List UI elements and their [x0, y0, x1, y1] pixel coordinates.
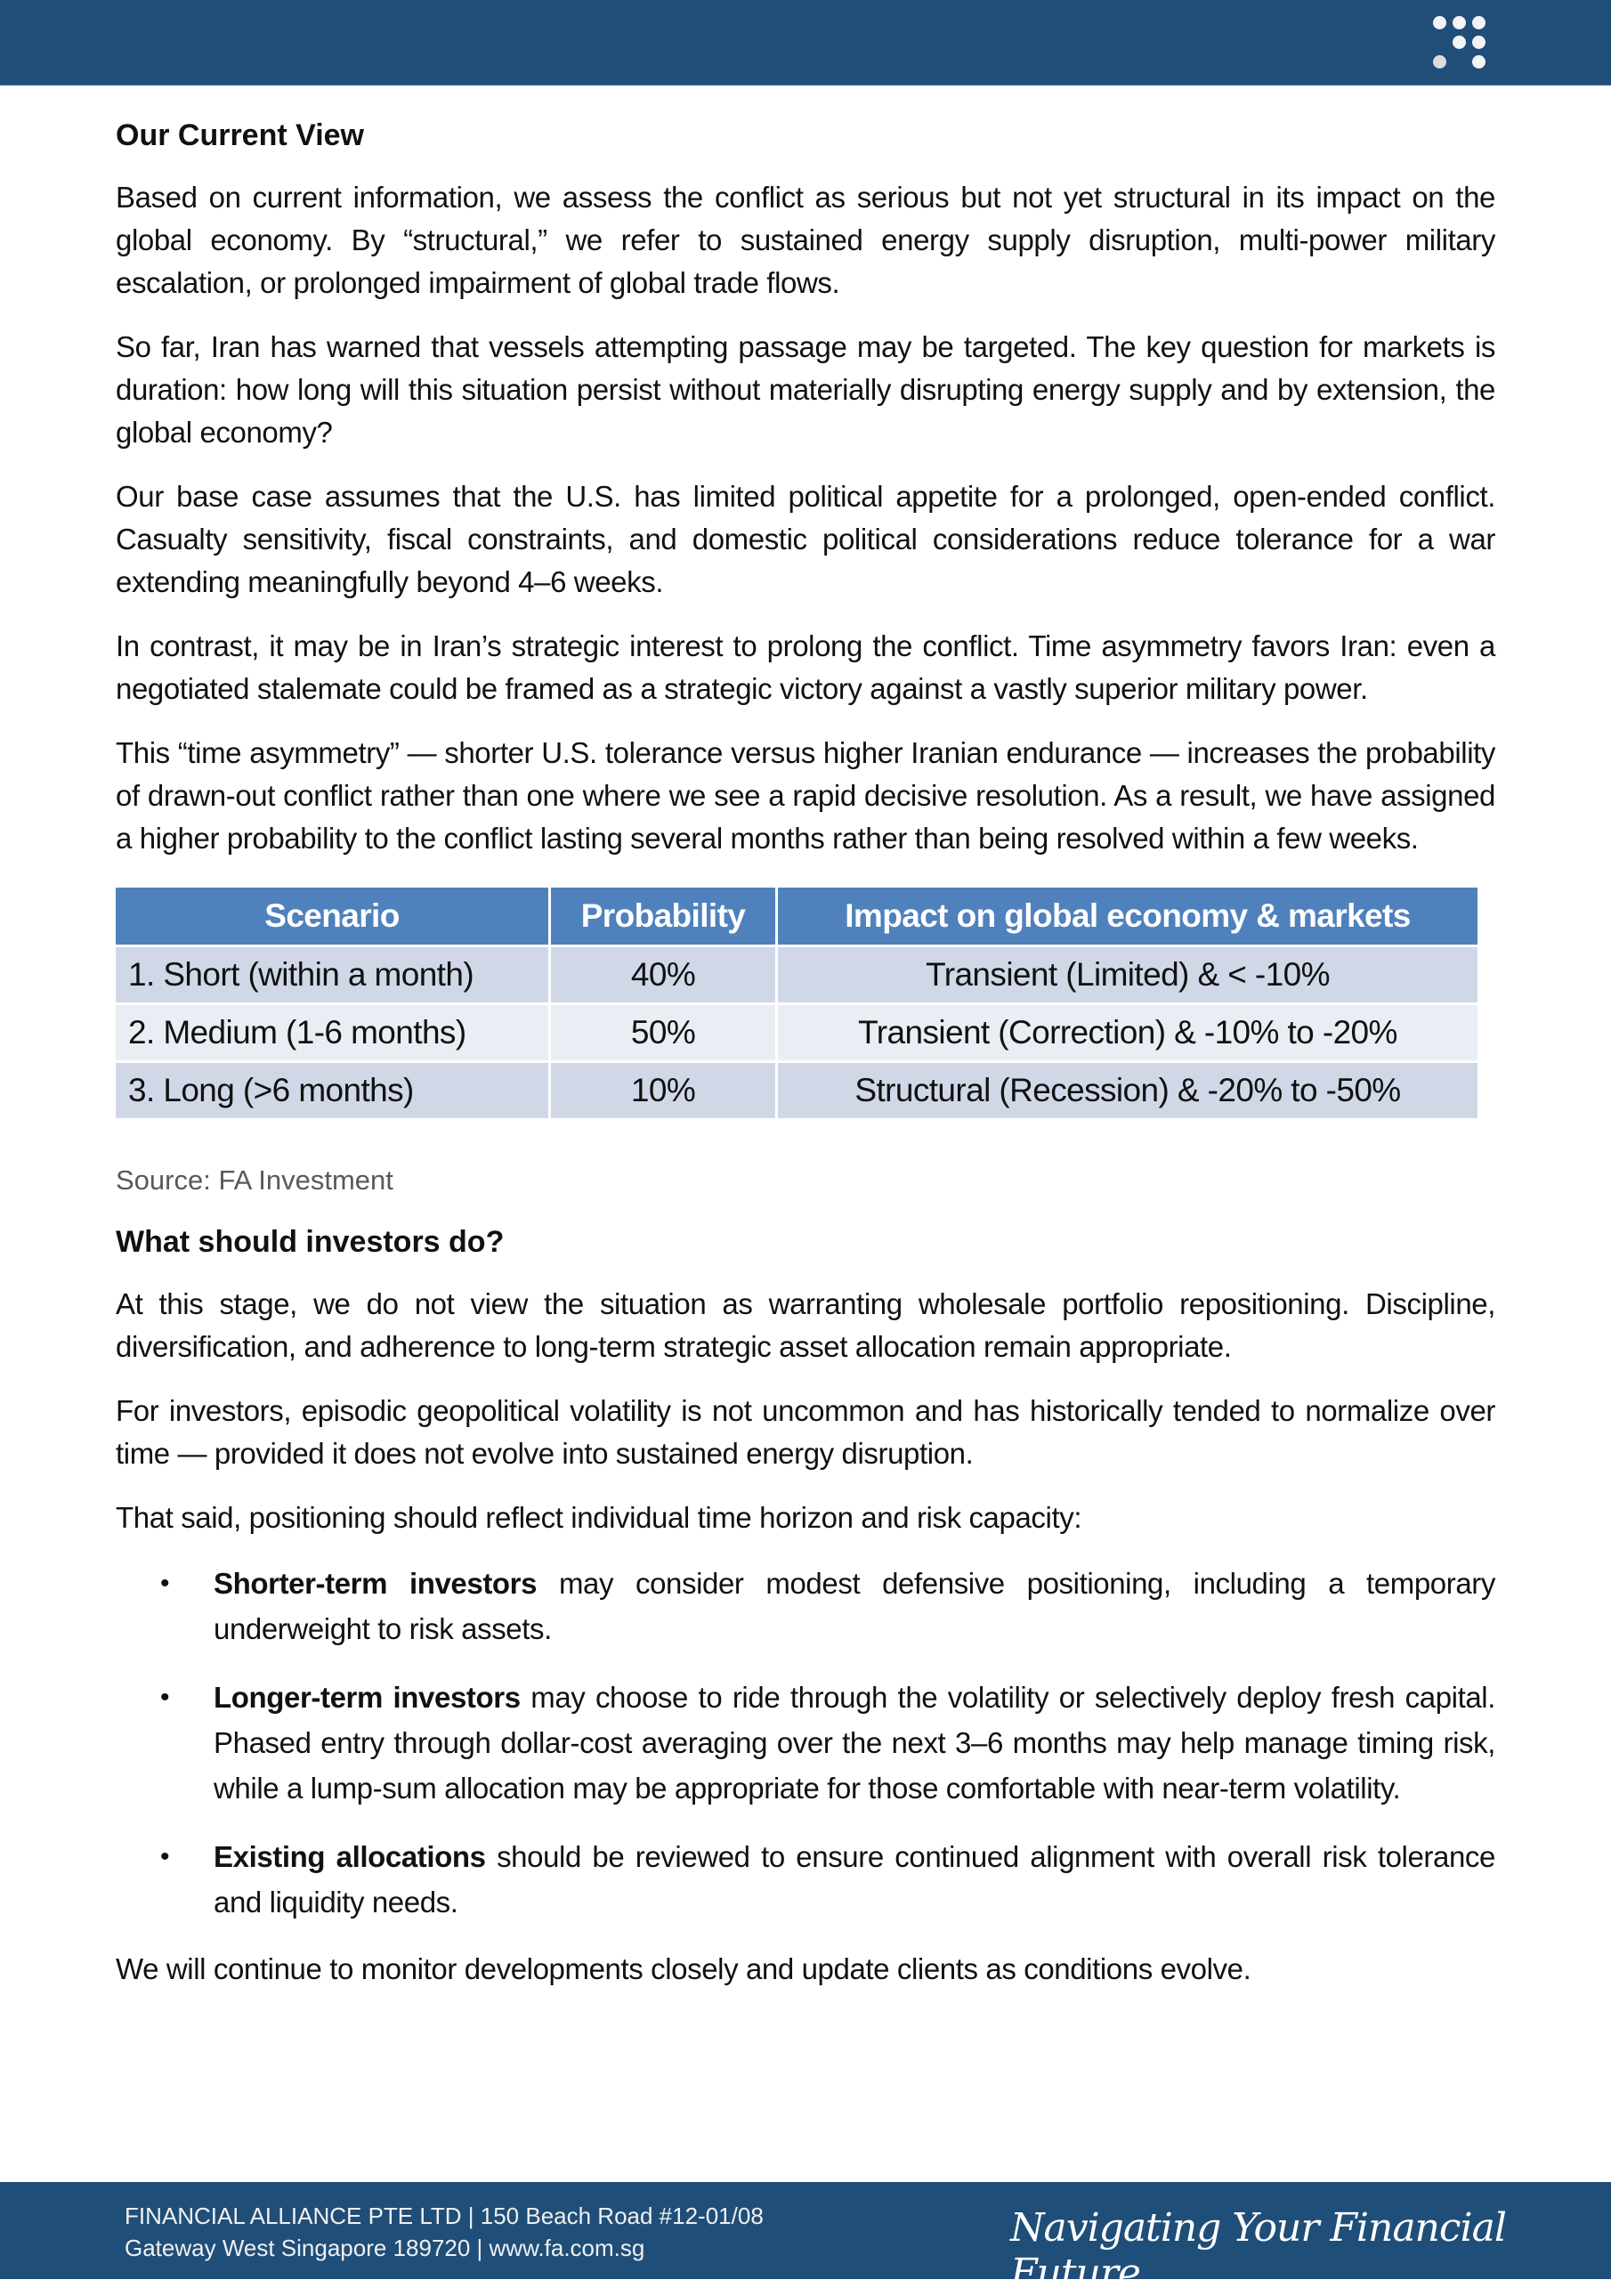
scenario-cell: 3. Long (>6 months)	[116, 1063, 548, 1118]
impact-cell: Structural (Recession) & -20% to -50%	[778, 1063, 1477, 1118]
list-item	[116, 1834, 1495, 1925]
list-item	[116, 1675, 1495, 1811]
address-line-1: FINANCIAL ALLIANCE PTE LTD | 150 Beach Road #12-01/08	[125, 2203, 764, 2229]
list-item-text: should be reviewed to ensure continued alignment with overall risk tolerance and liquidity needs.	[214, 1840, 1495, 1919]
paragraph: This “time asymmetry” — shorter U.S. tolerance versus higher Iranian endurance — increases the probability of drawn-out conflict rather than one where we see a rapid decisive resolution. As a result, we have assigned a higher probability to the conflict lasting several months rather than being resolved within a few weeks.	[116, 736, 1495, 855]
scenario-cell: 1. Short (within a month)	[116, 947, 548, 1002]
bullet-icon: •	[160, 1569, 170, 1598]
list-item-text: may choose to ride through the volatility or selectively deploy fresh capital. Phased entry through dollar-cost averaging over the next 3–6 months may help manage timing risk, while a lump-sum allocation may be appropriate for those comfortable with near-term volatility.	[214, 1681, 1495, 1805]
table-row	[116, 1005, 1477, 1060]
table-row	[116, 1063, 1477, 1118]
list-item	[116, 1561, 1495, 1651]
impact-cell: Transient (Limited) & < -10%	[778, 947, 1477, 1002]
document-body	[116, 114, 1495, 2012]
footer-tagline: Navigating Your Financial Future	[1010, 2205, 1506, 2296]
dots-logo-icon	[1433, 16, 1504, 73]
address-line-2: Gateway West Singapore 189720 | www.fa.com.sg	[125, 2235, 645, 2261]
header-bar	[0, 0, 1611, 85]
scenario-table	[113, 885, 1480, 1121]
probability-cell: 10%	[551, 1063, 775, 1118]
column-header-probability: Probability	[551, 888, 775, 945]
closing-paragraph: We will continue to monitor developments closely and update clients as conditions evolve.	[116, 1952, 1251, 1985]
scenario-cell: 2. Medium (1-6 months)	[116, 1005, 548, 1060]
paragraph: In contrast, it may be in Iran’s strategic interest to prolong the conflict. Time asymmetry favors Iran: even a negotiated stalemate could be framed as a strategic victory against a vastly superior military power.	[116, 629, 1495, 705]
list-item-text: may consider modest defensive positioning, including a temporary underweight to risk assets.	[214, 1567, 1495, 1645]
section-title-current-view: Our Current View	[116, 118, 364, 152]
bullet-icon: •	[160, 1683, 170, 1712]
probability-cell: 40%	[551, 947, 775, 1002]
footer-bar	[0, 2182, 1611, 2296]
paragraph: So far, Iran has warned that vessels attempting passage may be targeted. The key question for markets is duration: how long will this situation persist without materially disrupting energy supply and by extension, the global economy?	[116, 330, 1495, 449]
table-source-note: Source: FA Investment	[116, 1164, 393, 1196]
column-header-impact: Impact on global economy & markets	[778, 888, 1477, 945]
paragraph: Our base case assumes that the U.S. has limited political appetite for a prolonged, open-ended conflict. Casualty sensitivity, fiscal constraints, and domestic political considerations reduce tolerance for a war extending meaningfully beyond 4–6 weeks.	[116, 480, 1495, 598]
table-header-row	[116, 888, 1477, 945]
list-item-bold: Existing allocations	[214, 1840, 486, 1873]
section-title-investors: What should investors do?	[116, 1225, 505, 1259]
list-item-bold: Longer-term investors	[214, 1681, 521, 1714]
list-item-bold: Shorter-term investors	[214, 1567, 538, 1600]
column-header-scenario: Scenario	[116, 888, 548, 945]
recommendation-list	[116, 1561, 1495, 1925]
probability-cell: 50%	[551, 1005, 775, 1060]
paragraph: For investors, episodic geopolitical volatility is not uncommon and has historically tended to normalize over time — provided it does not evolve into sustained energy disruption.	[116, 1394, 1495, 1470]
impact-cell: Transient (Correction) & -10% to -20%	[778, 1005, 1477, 1060]
company-address	[125, 2200, 764, 2264]
paragraph: That said, positioning should reflect individual time horizon and risk capacity:	[116, 1501, 1082, 1534]
table-row	[116, 947, 1477, 1002]
bullet-icon: •	[160, 1842, 170, 1871]
paragraph: Based on current information, we assess the conflict as serious but not yet structural in its impact on the global economy. By “structural,” we refer to sustained energy supply disruption, multi-power military escalation, or prolonged impairment of global trade flows.	[116, 181, 1495, 299]
paragraph: At this stage, we do not view the situation as warranting wholesale portfolio repositioning. Discipline, diversification, and adherence to long-term strategic asset allocation remain appropriate.	[116, 1287, 1495, 1363]
